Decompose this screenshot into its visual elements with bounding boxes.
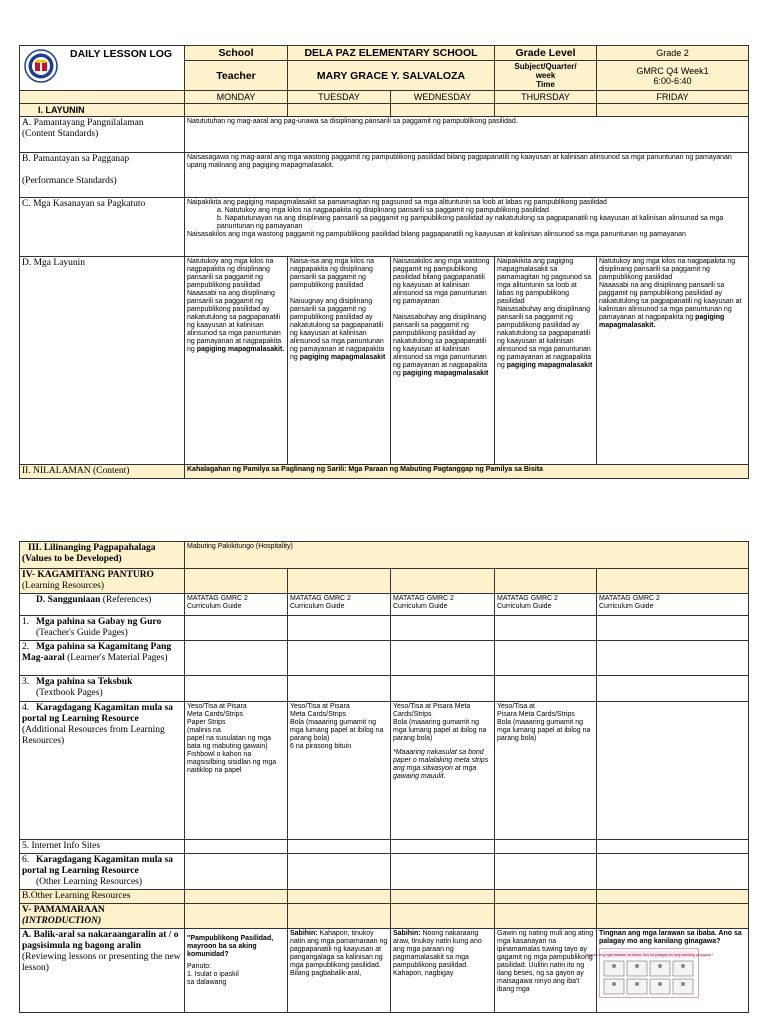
lesson-log-table-bottom: [19, 541, 749, 1013]
reference-thursday: MATATAG GMRC 2 Curriculum Guide: [495, 594, 597, 616]
performance-standards-text: Naisasagawa ng mag-aaral ang mga wastong paggamit ng pampublikong pasilidad bilang pagpapanatili ng kaayusan at kalinisan alinsunod sa mga panuntunan ng pamayanan upang malinang ang pagiging mapagmalasakit.: [185, 153, 749, 198]
deped-seal-icon: [24, 49, 58, 83]
references-label: D. Sangguniaan (References): [20, 594, 185, 616]
day-tuesday: TUESDAY: [288, 91, 391, 104]
day-friday: FRIDAY: [597, 91, 749, 104]
objective-tuesday: Naisa-isa ang mga kilos na nagpapakita ng disiplinang pansarili sa paggamit ng pampublikong pasilidad Naiuugnay ang disiplinang pansarili sa paggamit ng pampublikong pasilidad ay nakatutulong sa pagpapanatili ng kaayusan at kalinisan alinsunod sa mga panuntunan ng pamayanan at nagpapakita ng pagiging mapagmalasakit: [288, 257, 391, 465]
objective-friday: Natutukoy ang mga kilos na nagpapakita ng disiplinang pansarili sa paggamit ng pampublikong pasilidad Naaasabi na ang disiplinang pansarili sa paggamit ng pampublikong pasilidad ay nakatutulong sa pagpapanatili ng kaayusan at kalinisan alinsunod sa mga panuntunan ng pamayanan at nagpapakita ng pagiging mapagmalasakit.: [597, 257, 749, 465]
internet-info-row-label: 5. Internet Info Sites: [20, 840, 185, 854]
daily-lesson-log-title: DAILY LESSON LOG: [70, 48, 173, 60]
values-text: Mabuting Pakikitungo (Hospitality): [185, 542, 749, 569]
resources-wednesday: Yeso/Tisa at Pisara Meta Cards/Strips Bola (maaaring gumamit ng mga lumang papel at ibilog na parang bola) *Maaaring nakasulat sa bond paper o malalaking meta strips ang mga sitwasyon at mga gawaing mauulit.: [391, 702, 495, 840]
reference-monday: MATATAG GMRC 2 Curriculum Guide: [185, 594, 288, 616]
day-monday: MONDAY: [185, 91, 288, 104]
objective-thursday: Naipakikita ang pagiging mapagmalasakit sa pamamagitan ng pagsunod sa mga alituntunin sa loob at labas ng pampublikong pasilidad Naisasabuhay ang disiplinang pansarili sa paggamit ng pampublikong pasilidad ay nakatutulong sa pagpapanatili ng kaayusan at kalinisan alinsunod sa mga panuntunan ng pamayanan at nagpapakita ng pagiging mapagmalasakit: [495, 257, 597, 465]
thumb-caption: Tingnan ang mga larawan sa ibaba. Ano sa palagay mo ang kanilang ginagawa?: [584, 953, 714, 957]
review-tuesday: Sabihin: Kahapon, tinukoy natin ang mga pamamaraan ng pagpapanatili ng kaayusan at pangangalaga sa kalinisan ng mga pampublikong pasilidad. Bilang pagbabalik-aral,: [288, 929, 391, 1013]
additional-resources-row-label: 4. Karagdagang Kagamitan mula sa portal ng Learning Resource (Additional Resources from Learning Resources): [20, 702, 185, 840]
competencies-line1: Naipakikita ang pagiging mapagmalasakit sa pamamagitan ng pagsunod sa mga alituntunin sa loob at labas ng pampublikong pasilidad: [187, 199, 607, 206]
review-friday: Tingnan ang mga larawan sa ibaba. Ano sa palagay mo ang kanilang ginagawa? Tingnan ang mga larawan sa ibaba. Ano sa palagay mo ang kanilang ginagawa?: [597, 929, 749, 1013]
competencies-b: b. Napatutunayan na ang disiplinang pansarili sa paggamit ng pampublikong pasilidad ay nakatutulong sa pagpapanatili ng kaayusan at kalinisan alinsunod sa mga panuntunan ng pamayanan: [217, 215, 724, 230]
subject-label: Subject/Quarter/ week Time: [495, 61, 597, 91]
school-value: DELA PAZ ELEMENTARY SCHOOL: [288, 46, 495, 61]
activity-pictures-icon: [584, 948, 714, 998]
nilalaman-label: II. NILALAMAN (Content): [20, 465, 185, 479]
textbook-row-label: 3. Mga pahina sa Teksbuk (Textbook Pages): [20, 676, 185, 702]
reference-tuesday: MATATAG GMRC 2 Curriculum Guide: [288, 594, 391, 616]
review-monday: "Pampublikong Pasilidad, mayroon ba sa aking komunidad? Panuto: 1. Isulat o ipaskil sa dalawang: [185, 929, 288, 1013]
kagamitan-title: IV- KAGAMITANG PANTURO (Learning Resources): [20, 569, 185, 594]
day-wednesday: WEDNESDAY: [391, 91, 495, 104]
performance-label-a: B. Pamantayan sa Pagganap: [22, 154, 130, 164]
other-resources-row-label: 6. Karagdagang Kagamitan mula sa portal ng Learning Resource (Other Learning Resources): [20, 854, 185, 890]
review-row-label: A. Balik-aral sa nakaraangaralin at / o pagsisimula ng bagong aralin (Reviewing lessons or presenting the new lesson): [20, 929, 185, 1013]
resources-tuesday: Yeso/Tisa at Pisara Meta Cards/Strips Bola (maaaring gumamit ng mga lumang papel at ibilog na parang bola) 6 na pirasong bituin: [288, 702, 391, 840]
lesson-log-table-top: [19, 45, 749, 479]
teachers-guide-row-label: 1. Mga pahina sa Gabay ng Guro (Teacher's Guide Pages): [20, 616, 185, 641]
school-label: School: [185, 46, 288, 61]
performance-label-b: (Performance Standards): [22, 176, 117, 186]
competencies-cell: [185, 198, 749, 257]
resources-thursday: Yeso/Tisa at Pisara Meta Cards/Strips Bola (maaaring gumamit ng mga lumang papel at ibilog na parang bola): [495, 702, 597, 840]
learners-material-row-label: 2. Mga pahina sa Kagamitang Pang Mag-aaral (Learner's Material Pages): [20, 641, 185, 676]
objective-wednesday: Naisasakilos ang mga wastong paggamit ng pampublikong pasilidad bilang pagpapanatili ng kaayusan at kalinisan alinsunod sa mga panuntunan ng pamayanan Naisasabuhay ang disiplinang pansarili sa paggamit ng pampublikong pasilidad ay nakatutulong sa pagpapanatili ng kaayusan at kalinisan alinsunod sa mga panuntunan ng pamayanan at nagpapakita ng pagiging mapagmalasakit: [391, 257, 495, 465]
day-blank: [20, 91, 185, 104]
review-thursday: Gawin ng nating muli ang ating mga kasanayan na ipinamamalas tuwing tayo ay gagamit ng mga pampublikong pasilidad. Uulitin natin ito ng ilang beses, ng sa gayon ay maisagawa ninyo ang iba't ibang mga: [495, 929, 597, 1013]
subject-value: GMRC Q4 Week1 6:00-6:40: [597, 61, 749, 91]
layunin-title: I. LAYUNIN: [20, 104, 185, 117]
review-wednesday: Sabihin: Noong nakaraang araw, tinukoy natin kung ano ang mga paraan ng pagmamalasakit sa mga pampublikong pasilidad. Kahapon, nagbigay: [391, 929, 495, 1013]
content-standards-text: Natututuhan ng mag-aaral ang pag-unawa sa disiplinang pansarili sa paggamit ng pampublikong pasilidad.: [185, 117, 749, 153]
resources-monday: Yeso/Tisa at Pisara Meta Cards/Strips Paper Strips (malinis na papel na susulatan ng mga bata ng mabuting gawain) Fishbowl o kahon na magsisilbing sisidlan ng mga naitiklop na papel: [185, 702, 288, 840]
content-standards-label: A. Pamantayang Pangnilalaman (Content Standards): [20, 117, 185, 153]
nilalaman-text: Kahalagahan ng Pamilya sa Paglinang ng Sarili: Mga Paraan ng Mabuting Pagtanggap ng Pamilya sa Bisita: [185, 465, 749, 479]
pamamaraan-title: V- PAMAMARAAN (INTRODUCTION): [20, 904, 185, 929]
day-thursday: THURSDAY: [495, 91, 597, 104]
grade-level-value: Grade 2: [597, 46, 749, 61]
teacher-value: MARY GRACE Y. SALVALOZA: [288, 61, 495, 91]
resources-friday: [597, 702, 749, 840]
values-label: III. Lilinanging Pagpapahalaga (Values to be Developed): [20, 542, 185, 569]
grade-level-label: Grade Level: [495, 46, 597, 61]
resources-note: *Maaaring nakasulat sa bond paper o malalaking meta strips ang mga sitwasyon at mga gawaing mauulit.: [393, 749, 489, 780]
teacher-label: Teacher: [185, 61, 288, 91]
competencies-last: Naisasakilos ang mga wastong paggamit ng pampublikong pasilidad bilang pagpapanatili ng kaayusan at kalinisan alinsunod sa mga panuntunan ng pamayanan: [187, 231, 686, 238]
header-title-cell: [20, 46, 185, 91]
objectives-label: D. Mga Layunin: [20, 257, 185, 465]
competencies-label: C. Mga Kasanayan sa Pagkatuto: [20, 198, 185, 257]
competencies-a: a. Natutukoy ang mga kilos na nagpapakita ng disiplinang pansarili sa paggamit ng pampublikong pasilidad: [217, 207, 549, 214]
reference-wednesday: MATATAG GMRC 2 Curriculum Guide: [391, 594, 495, 616]
performance-standards-label: [20, 153, 185, 198]
objective-monday: Natutukoy ang mga kilos na nagpapakita ng disiplinang pansarili sa paggamit ng pampublikong pasilidad Naaasabi na ang disiplinang pansarili sa paggamit ng pampublikong pasilidad ay nakatutulong sa pagpapanatili ng kaayusan at kalinisan alinsunod sa mga panuntunan ng pamayanan at nagpapakita ng pagiging mapagmalasakit.: [185, 257, 288, 465]
other-learning-resources-label: B.Other Learning Resources: [20, 890, 185, 904]
reference-friday: MATATAG GMRC 2 Curriculum Guide: [597, 594, 749, 616]
